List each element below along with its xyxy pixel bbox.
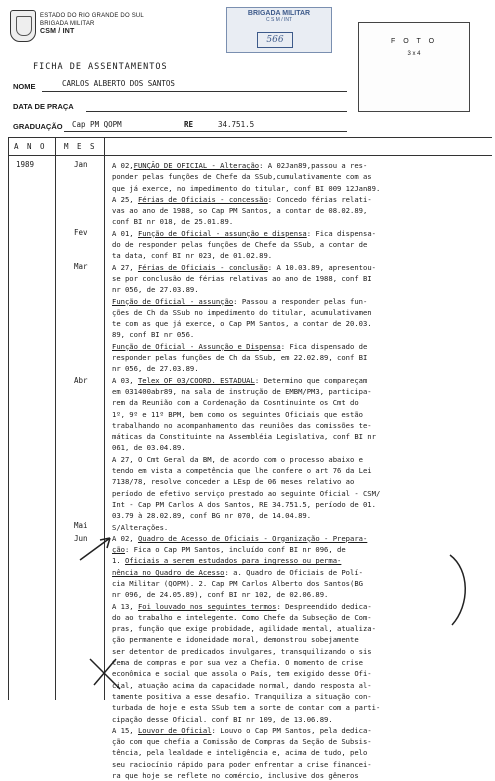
coat-of-arms-icon — [10, 10, 36, 42]
month-cell: Fev — [74, 228, 88, 237]
table-top-border — [8, 137, 492, 138]
entry-text: A 27, — [112, 262, 138, 272]
year-column-header: A N O — [14, 142, 47, 151]
entry-text: tamente positiva a esse desafio. Tranquiliza a situação con- — [112, 691, 372, 701]
organization-header — [40, 12, 144, 36]
entry-text: : a. Quadro de Oficiais de Polí- — [224, 567, 363, 577]
handwritten-arrow-icon — [76, 530, 116, 570]
entry-text: ser detentor de predicados invulgares, transquilizando o sis — [112, 646, 372, 656]
underlined-heading: Quadro de Acesso de Oficiais - Organização - Prepara- — [137, 533, 368, 543]
entry-line — [112, 510, 492, 521]
entry-text: pras, função que exige probidade, agilidade mental, atualiza- — [112, 624, 376, 634]
entry-line — [112, 228, 492, 239]
entry-line — [112, 341, 492, 352]
stamp-number: 566 — [257, 32, 293, 48]
entry-line — [112, 714, 492, 725]
entry-text: nr 056, de 27.03.89. — [112, 285, 199, 295]
entry-line — [112, 612, 492, 623]
entry-line — [112, 329, 492, 340]
entry-text: Int - Cap PM Carlos A dos Santos, RE 34.751.5, período de 01. — [112, 499, 376, 509]
form-title: FICHA DE ASSENTAMENTOS — [33, 62, 168, 72]
entry-text: cia Militar (QOPM). 2. Cap PM Carlos Alberto dos Santos(BG — [112, 578, 363, 588]
underlined-heading: Telex OF 03/COORD. ESTADUAL — [137, 375, 255, 385]
month-cell: Jun — [74, 534, 88, 543]
year-cell: 1989 — [16, 160, 35, 169]
re-value: 34.751.5 — [218, 120, 255, 129]
entry-text: tema de compras e por sua vez a Chefia. O momento de crise — [112, 658, 363, 668]
underlined-heading: ção — [112, 545, 125, 555]
entry-text: ponder pelas funções de Chefe da SSub,cumulativamente com as — [112, 172, 372, 182]
entry-line — [112, 442, 492, 453]
underlined-heading: Função de Oficial - Assunção e Dispensa — [112, 341, 281, 351]
month-cell: Abr — [74, 376, 88, 385]
entry-text: do ao trabalho e intelegente. Como Chefe da Subseção de Com- — [112, 612, 372, 622]
entry-text: : Fica dispensado de — [280, 341, 368, 351]
entry-text: S/Alterações. — [112, 522, 169, 532]
re-label: RE — [184, 120, 194, 129]
month-cell: Mar — [74, 262, 88, 271]
entry-text: tendo em vista a competência que lhe confere o art 76 da Lei — [112, 466, 372, 476]
entry-line — [112, 691, 492, 702]
photo-label: F O T O — [390, 38, 438, 45]
entry-text: cipação desse Oficial. conf BI nr 109, de 13.06.89. — [112, 714, 333, 724]
entry-line — [112, 397, 492, 408]
entry-text: : Louvo o Cap PM Santos, pela dedica- — [211, 725, 372, 735]
entry-line — [112, 634, 492, 645]
entry-line — [112, 578, 492, 589]
entry-line — [112, 375, 492, 386]
entry-line — [112, 386, 492, 397]
entry-text: 89, conf BI nr 056. — [112, 330, 195, 340]
entry-text: 7138/78, resolve conceder a LEsp de 06 meses relativo ao — [112, 477, 355, 487]
entry-text: máticas da Constituinte na Assembléia Legislativa, conf BI nr — [112, 432, 376, 442]
entry-line — [112, 601, 492, 612]
enlistment-date-underline — [86, 111, 347, 112]
entry-text: em 031400abr89, na sala de instrução de EMBM/PM3, participa- — [112, 386, 372, 396]
entry-text: ta data, conf BI nr 023, de 01.02.89. — [112, 251, 273, 261]
entry-text: : Fica dispensa- — [306, 228, 376, 238]
entry-text: econômica e social que assola o País, tem exigido desse Ofi- — [112, 669, 372, 679]
org-institution: BRIGADA MILITAR — [40, 21, 95, 27]
entry-text: vas ao ano de 1988, so Cap PM Santos, a contar de 08.02.89, — [112, 206, 368, 216]
entry-line — [112, 499, 492, 510]
entry-line — [112, 702, 492, 713]
entry-text: que já exerce, no impedimento do titular, conf BI 009 12Jan89. — [112, 183, 381, 193]
underlined-heading: Oficiais a serem estudados para ingresso ou perma- — [124, 556, 342, 566]
entry-text: turbada de hoje e esta SSub tem a sorte de contar com a parti- — [112, 703, 381, 713]
entry-text: se por conclusão de férias relativas ao ano de 1988, conf BI — [112, 273, 372, 283]
entry-text: : Determino que compareçam — [254, 375, 368, 385]
entry-text: trabalhando no acompanhamento das reuniões das comissões te- — [112, 420, 372, 430]
rank-label: GRADUAÇÃO — [13, 122, 63, 131]
entry-line — [112, 239, 492, 250]
entry-line — [112, 555, 492, 566]
stamp-title: BRIGADA MILITAR — [247, 10, 311, 17]
underlined-heading: nência no Quadro de Acesso — [112, 567, 225, 577]
year-column-divider — [55, 137, 56, 700]
entry-text: 1º, 9º e 11º BPM, bem como os seguintes Oficiais que estão — [112, 409, 363, 419]
name-value: CARLOS ALBERTO DOS SANTOS — [62, 79, 175, 88]
table-left-border — [8, 137, 9, 700]
entry-text: 061, de 03.04.89. — [112, 443, 186, 453]
entry-line — [112, 680, 492, 691]
entry-line — [112, 160, 492, 171]
entry-line — [112, 420, 492, 431]
entry-text: A 27, O Cmt Geral da BM, de acordo com o processo abaixo e — [112, 454, 363, 464]
entry-line — [112, 183, 492, 194]
entry-text: período de efetivo serviço prestado ao seguinte Oficial - CSM/ — [112, 488, 381, 498]
entry-text: te com as que já exerce, o Cap PM Santos, a contar de 20.03. — [112, 319, 372, 329]
stamp-subtitle: C S M / INT — [265, 17, 293, 23]
entry-text: tência, pela lealdade e inteligência e, acima de tudo, pelo — [112, 748, 368, 758]
entry-text: A 25, — [112, 194, 138, 204]
month-cell: Jan — [74, 160, 88, 169]
entry-line — [112, 668, 492, 679]
name-label: NOME — [13, 82, 36, 91]
entry-text: A 02, — [112, 161, 134, 170]
photo-box — [358, 22, 470, 112]
org-unit: CSM / INT — [40, 28, 75, 35]
entry-line — [112, 352, 492, 363]
entry-text: ra que hoje se reflete no comércio, inclusive dos gêneros — [112, 771, 359, 781]
handwritten-bracket-icon — [440, 550, 490, 630]
rank-value: Cap PM QOPM — [72, 120, 122, 129]
entry-line — [112, 476, 492, 487]
entry-line — [112, 759, 492, 770]
entry-line — [112, 646, 492, 657]
entry-line — [112, 567, 492, 578]
entry-text: A 03, — [112, 375, 138, 385]
entry-text: nr 096, de 24.05.89), conf BI nr 102, de 02.06.89. — [112, 590, 329, 600]
underlined-heading: Férias de Oficiais - concessão — [137, 194, 268, 204]
underlined-heading: Louvor de Oficial — [137, 725, 212, 735]
entry-line — [112, 262, 492, 273]
entry-line — [112, 657, 492, 668]
entry-text: A 01, — [112, 228, 138, 238]
entry-line — [112, 431, 492, 442]
entry-text: A 13, — [112, 601, 138, 611]
entry-line — [112, 544, 492, 555]
entry-line — [112, 465, 492, 476]
entry-text: conf BI nr 018, de 25.01.89. — [112, 217, 234, 227]
name-underline — [42, 91, 347, 92]
entry-text: rem da Reunião com a Cordenação da Cosntinuinte os Cmt do — [112, 398, 359, 408]
rank-underline — [64, 131, 347, 132]
month-column-header: M E S — [64, 142, 97, 151]
entry-line — [112, 747, 492, 758]
entry-line — [112, 589, 492, 600]
entry-line — [112, 725, 492, 736]
entry-line — [112, 522, 492, 533]
entry-text: ção com que chefia a Comissão de Compras da Seção de Subsis- — [112, 737, 372, 747]
entry-text: : Concedo férias relati- — [267, 194, 372, 204]
entry-text: 03.79 à 28.02.89, conf BG nr 070, de 14.04.89. — [112, 511, 312, 521]
entry-line — [112, 363, 492, 374]
entry-text: A 02, — [112, 533, 138, 543]
entry-text: : A 02Jan89,passou a res- — [259, 161, 368, 170]
entry-line — [112, 488, 492, 499]
archive-stamp — [226, 7, 332, 53]
entry-text: : Passou a responder pelas fun- — [233, 296, 368, 306]
entry-text: 1. — [112, 556, 125, 566]
underlined-heading: Função de Oficial - assunção e dispensa — [137, 228, 307, 238]
entry-line — [112, 205, 492, 216]
entry-line — [112, 250, 492, 261]
entry-line — [112, 296, 492, 307]
entry-text: : Fica o Cap PM Santos, incluído conf BI nr 096, de — [124, 545, 346, 555]
entry-line — [112, 533, 492, 544]
underlined-heading: FUNÇÃO DE OFICIAL - Alteração — [133, 161, 260, 170]
entry-text: do de responder pelas funções de Chefe da SSub, a contar de — [112, 240, 368, 250]
entry-line — [112, 171, 492, 182]
enlistment-date-label: DATA DE PRAÇA — [13, 102, 74, 111]
entry-text: cial, atuação acima da capacidade normal, dando resposta al- — [112, 680, 372, 690]
org-state: ESTADO DO RIO GRANDE DO SUL — [40, 13, 144, 19]
entry-line — [112, 273, 492, 284]
entry-line — [112, 284, 492, 295]
photo-size: 3 x 4 — [407, 51, 421, 57]
entry-line — [112, 318, 492, 329]
entry-line — [112, 454, 492, 465]
entry-text: : Despreendido dedica- — [276, 601, 372, 611]
entry-text: : A 10.03.89, apresentou- — [267, 262, 376, 272]
entry-text: nr 056, de 27.03.89. — [112, 364, 199, 374]
entry-line — [112, 409, 492, 420]
entry-text: ções de Ch da SSub no impedimento do titular, acumulativamen — [112, 307, 372, 317]
entry-line — [112, 736, 492, 747]
entry-text: ção permanente e idoneidade moral, demonstrou sobejamente — [112, 635, 359, 645]
entry-text: A 15, — [112, 725, 138, 735]
underlined-heading: Função de Oficial - assunção — [112, 296, 234, 306]
entry-text: responder pelas funções de Ch da SSub, em 22.02.89, conf BI — [112, 353, 368, 363]
handwritten-cross-icon — [86, 655, 126, 695]
entries-body — [112, 160, 492, 781]
entry-text: seu raciocínio rápido para poder enfrentar a crise financei- — [112, 759, 372, 769]
underlined-heading: Foi louvado nos seguintes termos — [137, 601, 277, 611]
underlined-heading: Férias de Oficiais - conclusão — [137, 262, 268, 272]
month-cell: Mai — [74, 521, 88, 530]
entry-line — [112, 216, 492, 227]
entry-line — [112, 623, 492, 634]
entry-line — [112, 307, 492, 318]
entry-line — [112, 770, 492, 781]
month-column-divider — [104, 137, 105, 700]
header-separator — [8, 155, 492, 156]
entry-line — [112, 194, 492, 205]
